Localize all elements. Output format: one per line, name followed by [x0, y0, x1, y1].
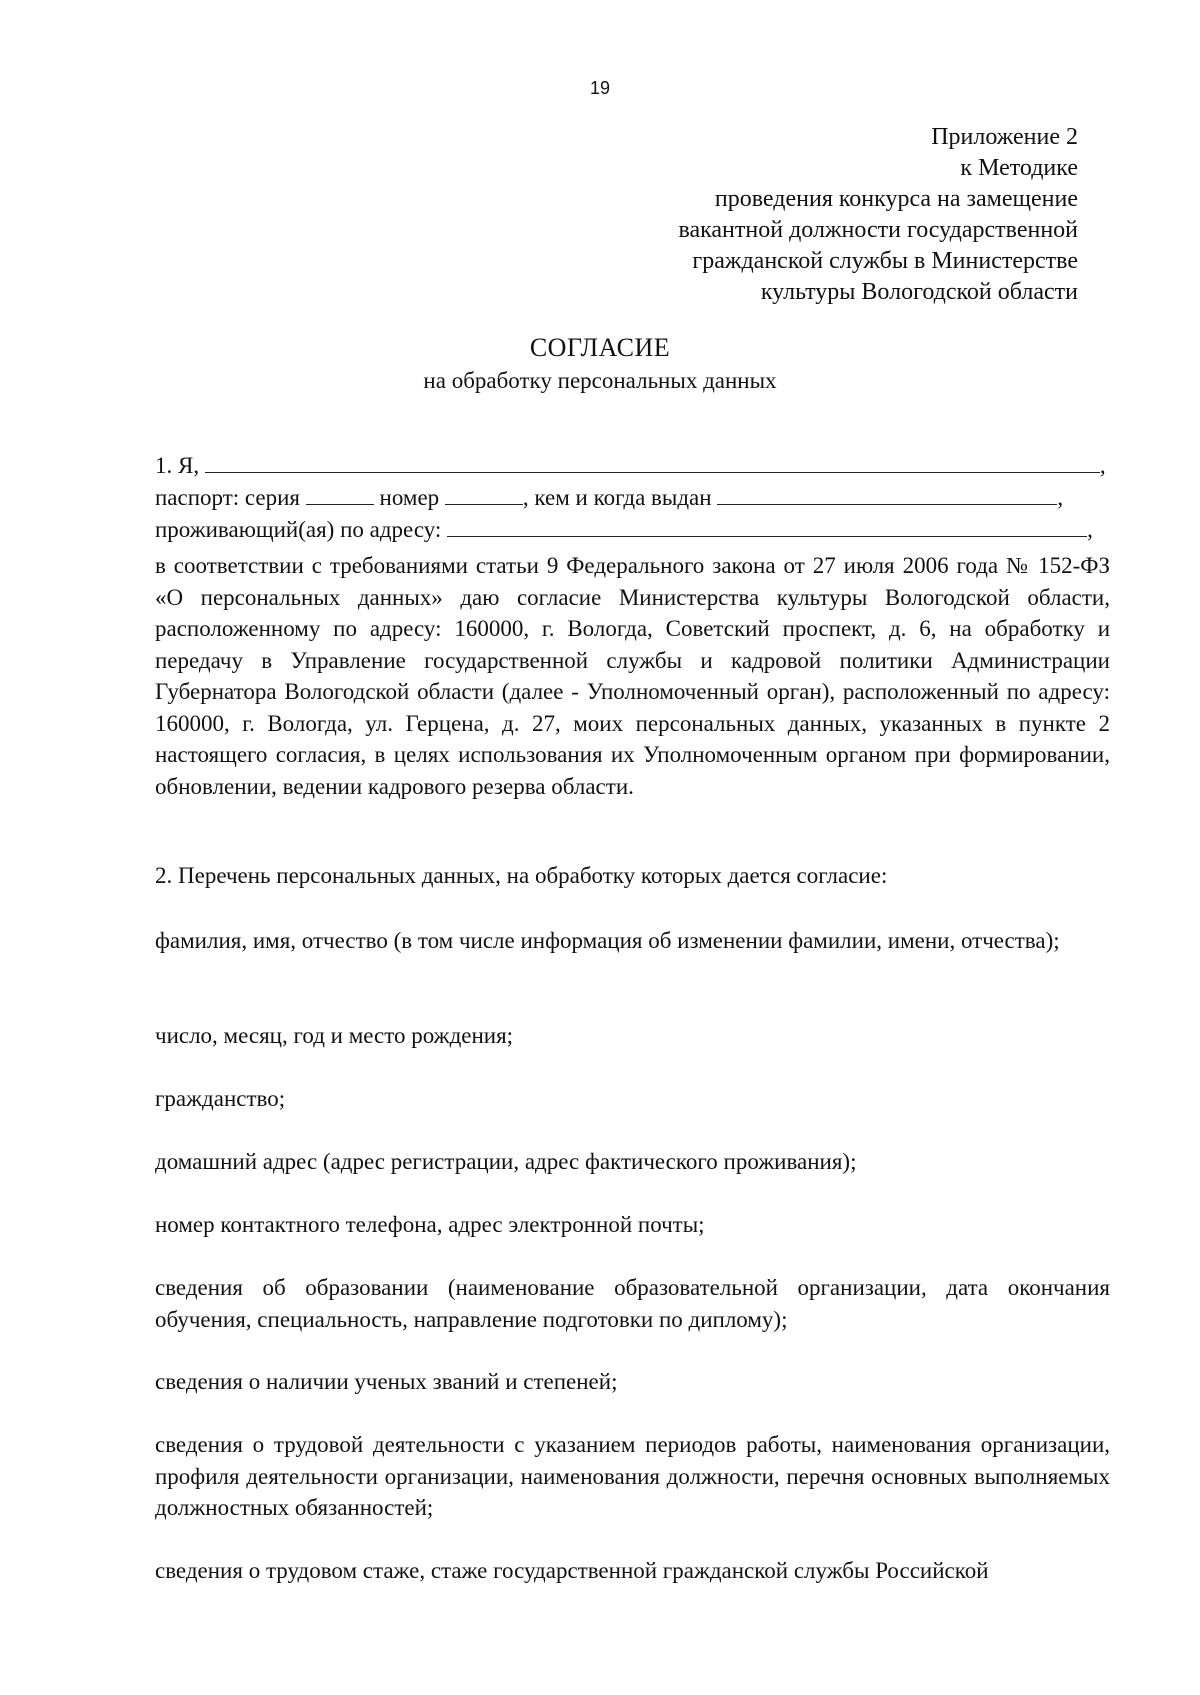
personal-data-list-heading: 2. Перечень персональных данных, на обработку которых дается согласие: — [155, 863, 888, 888]
address-label: проживающий(ая) по адресу: — [155, 517, 442, 542]
list-item: сведения о трудовой деятельности с указанием периодов работы, наименования организации, профиля деятельности организации, наименования должности, перечня основных выполняемых должностных обязанностей; — [155, 1432, 1110, 1520]
passport-series-blank[interactable] — [306, 484, 374, 505]
appendix-line: гражданской службы в Министерстве — [692, 248, 1078, 274]
appendix-line: к Методике — [960, 155, 1078, 181]
passport-number-label: номер — [379, 485, 440, 510]
list-item: число, месяц, год и место рождения; — [155, 1023, 514, 1048]
document-title: СОГЛАСИЕ — [529, 333, 671, 362]
passport-number-blank[interactable] — [445, 484, 523, 505]
appendix-line: вакантной должности государственной — [678, 217, 1078, 243]
appendix-header — [678, 122, 1078, 308]
passport-issued-blank[interactable] — [717, 484, 1057, 505]
page-number: 19 — [589, 78, 611, 98]
passport-series-label: паспорт: серия — [155, 485, 301, 510]
appendix-line: Приложение 2 — [931, 124, 1078, 150]
list-item: домашний адрес (адрес регистрации, адрес фактического проживания); — [155, 1149, 857, 1174]
comma: , — [1057, 485, 1064, 510]
list-item: сведения о наличии ученых званий и степеней; — [155, 1369, 618, 1394]
list-item: номер контактного телефона, адрес электронной почты; — [155, 1212, 705, 1237]
consent-paragraph: в соответствии с требованиями статьи 9 Федерального закона от 27 июля 2006 года № 152-ФЗ «О персональных данных» даю согласие Министерства культуры Вологодской области, расположенному по адресу: 160000, г. Вологда, Советский проспект, д. 6, на обработку и передачу в Управление государственной службы и кадровой политики Администрации Губернатора Вологодской области (далее - Уполномоченный орган), расположенный по адресу: 160000, г. Вологда, ул. Герцена, д. 27, моих персональных данных, указанных в пункте 2 настоящего согласия, в целях использования их Уполномоченным органом при формировании, обновлении, ведении кадрового резерва области. — [155, 553, 1110, 799]
appendix-line: культуры Вологодской области — [760, 279, 1078, 305]
list-item: гражданство; — [155, 1086, 286, 1111]
address-blank[interactable] — [447, 516, 1087, 537]
passport-field-line — [155, 484, 1110, 511]
comma: , — [1087, 517, 1093, 542]
name-field-line — [155, 452, 1110, 479]
document-subtitle: на обработку персональных данных — [423, 368, 777, 393]
appendix-line: проведения конкурса на замещение — [714, 186, 1078, 212]
comma: , — [1099, 453, 1106, 478]
list-item: фамилия, имя, отчество (в том числе информация об изменении фамилии, имени, отчества); — [155, 928, 1060, 953]
list-item: сведения об образовании (наименование образовательной организации, дата окончания обучения, специальность, направление подготовки по диплому); — [155, 1275, 1110, 1332]
name-blank[interactable] — [205, 452, 1100, 473]
name-label: 1. Я, — [155, 453, 200, 478]
passport-issued-label: , кем и когда выдан — [522, 485, 712, 510]
address-field-line — [155, 516, 1110, 543]
list-item: сведения о трудовом стаже, стаже государственной гражданской службы Российской — [155, 1558, 989, 1583]
